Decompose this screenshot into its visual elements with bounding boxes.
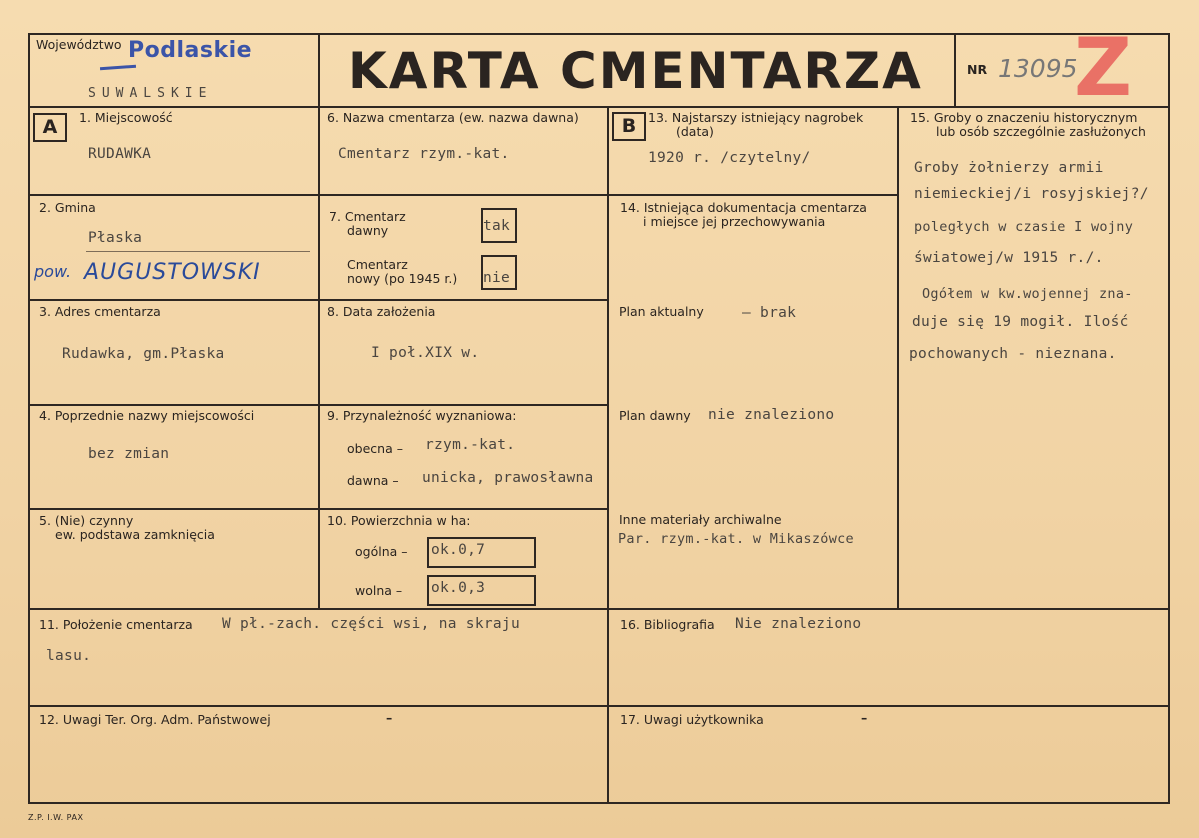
- field-5-sublabel: ew. podstawa zamknięcia: [55, 527, 215, 542]
- field-15-line: poległych w czasie I wojny: [914, 219, 1134, 235]
- plan-old-label: Plan dawny: [619, 408, 691, 423]
- field-15-line: Groby żołnierzy armii: [914, 160, 1104, 176]
- field-10-free-label: wolna –: [355, 583, 403, 598]
- divider: [28, 299, 608, 301]
- field-15-line: pochowanych - nieznana.: [909, 346, 1117, 362]
- divider: [897, 106, 899, 610]
- divider: [607, 106, 609, 804]
- other-materials-value: Par. rzym.-kat. w Mikaszówce: [618, 531, 854, 547]
- field-3-label: 3. Adres cmentarza: [39, 304, 161, 319]
- field-7-new-label: Cmentarz: [347, 257, 408, 272]
- plan-current-label: Plan aktualny: [619, 304, 704, 319]
- field-12-value: –: [386, 710, 393, 725]
- field-9-label: 9. Przynależność wyznaniowa:: [327, 408, 517, 423]
- frame-bottom: [28, 802, 1170, 804]
- frame-left: [28, 33, 30, 804]
- field-10-total-label: ogólna –: [355, 544, 408, 559]
- divider: [318, 106, 320, 610]
- field-4-label: 4. Poprzednie nazwy miejscowości: [39, 408, 255, 423]
- field-7-old-value: tak: [483, 218, 511, 234]
- field-14-sublabel: i miejsce jej przechowywania: [643, 214, 826, 229]
- section-b-badge: B: [612, 112, 646, 141]
- field-12-label: 12. Uwagi Ter. Org. Adm. Państwowej: [39, 712, 271, 727]
- field-15-line: duje się 19 mogił. Ilość: [912, 314, 1129, 330]
- nr-label: NR: [967, 62, 988, 77]
- field-13-label: 13. Najstarszy istniejący nagrobek: [648, 110, 864, 125]
- field-2-hand-prefix: pow.: [34, 262, 72, 281]
- nr-value: 13095: [998, 54, 1078, 83]
- divider: [607, 194, 898, 196]
- field-9-current-value: rzym.-kat.: [425, 437, 516, 453]
- field-2-label: 2. Gmina: [39, 200, 96, 215]
- frame-top: [28, 33, 1170, 35]
- z-mark: Z: [1074, 21, 1133, 114]
- divider: [28, 404, 608, 406]
- field-13-value: 1920 r. /czytelny/: [648, 150, 811, 166]
- divider: [318, 33, 320, 108]
- field-13-sublabel: (data): [676, 124, 714, 139]
- field-8-value: I poł.XIX w.: [371, 345, 480, 361]
- other-materials-label: Inne materiały archiwalne: [619, 512, 782, 527]
- field-9-former-label: dawna –: [347, 473, 399, 488]
- field-10-free-value: ok.0,3: [431, 580, 486, 596]
- field-16-value: Nie znaleziono: [735, 616, 862, 632]
- field-6-value: Cmentarz rzym.-kat.: [338, 146, 510, 162]
- field-15-line: Ogółem w kw.wojennej zna-: [922, 286, 1133, 302]
- field-10-total-value: ok.0,7: [431, 542, 486, 558]
- voivodeship-label: Województwo: [36, 37, 122, 52]
- field-1-value: RUDAWKA: [88, 146, 152, 162]
- field-6-label: 6. Nazwa cmentarza (ew. nazwa dawna): [327, 110, 579, 125]
- voivodeship-stamp: Podlaskie: [128, 38, 253, 63]
- printer-imprint: Z.P. I.W. PAX: [28, 813, 84, 822]
- divider: [28, 508, 608, 510]
- frame-right: [1168, 33, 1170, 804]
- plan-current-value: – brak: [742, 305, 797, 321]
- section-a-badge: A: [33, 113, 67, 142]
- field-15-sublabel: lub osób szczególnie zasłużonych: [936, 124, 1146, 139]
- field-17-label: 17. Uwagi użytkownika: [620, 712, 764, 727]
- page-title: KARTA CMENTARZA: [348, 42, 923, 100]
- field-8-label: 8. Data założenia: [327, 304, 436, 319]
- field-11-value-cont: lasu.: [46, 648, 92, 664]
- divider: [28, 194, 608, 196]
- field-2-value: Płaska: [88, 230, 143, 246]
- field-9-former-value: unicka, prawosławna: [422, 470, 594, 486]
- field-9-current-label: obecna –: [347, 441, 403, 456]
- field-3-value: Rudawka, gm.Płaska: [62, 346, 225, 362]
- plan-old-value: nie znaleziono: [708, 407, 835, 423]
- field-2-hand-value: AUGUSTOWSKI: [84, 260, 261, 285]
- field-15-line: niemieckiej/i rosyjskiej?/: [914, 186, 1149, 202]
- divider: [954, 33, 956, 108]
- divider: [28, 608, 1170, 610]
- field-16-label: 16. Bibliografia: [620, 617, 715, 632]
- field-5-label: 5. (Nie) czynny: [39, 513, 134, 528]
- field-7-new-sublabel: nowy (po 1945 r.): [347, 271, 458, 286]
- field-7-new-value: nie: [483, 270, 511, 286]
- stamp-underline: [100, 65, 136, 71]
- field-15-label: 15. Groby o znaczeniu historycznym: [910, 110, 1138, 125]
- field-15-line: światowej/w 1915 r./.: [914, 250, 1104, 266]
- voivodeship-typed: SUWALSKIE: [88, 86, 213, 101]
- field-7-label: 7. Cmentarz: [329, 209, 406, 224]
- divider: [28, 106, 1170, 108]
- field-17-value: –: [861, 710, 868, 725]
- divider: [86, 251, 310, 252]
- field-1-label: 1. Miejscowość: [79, 110, 173, 125]
- field-7-old-label: dawny: [347, 223, 389, 238]
- field-11-value: W pł.-zach. części wsi, na skraju: [222, 616, 520, 632]
- field-11-label: 11. Położenie cmentarza: [39, 617, 193, 632]
- field-14-label: 14. Istniejąca dokumentacja cmentarza: [620, 200, 867, 215]
- field-4-value: bez zmian: [88, 446, 170, 462]
- field-10-label: 10. Powierzchnia w ha:: [327, 513, 471, 528]
- divider: [28, 705, 1170, 707]
